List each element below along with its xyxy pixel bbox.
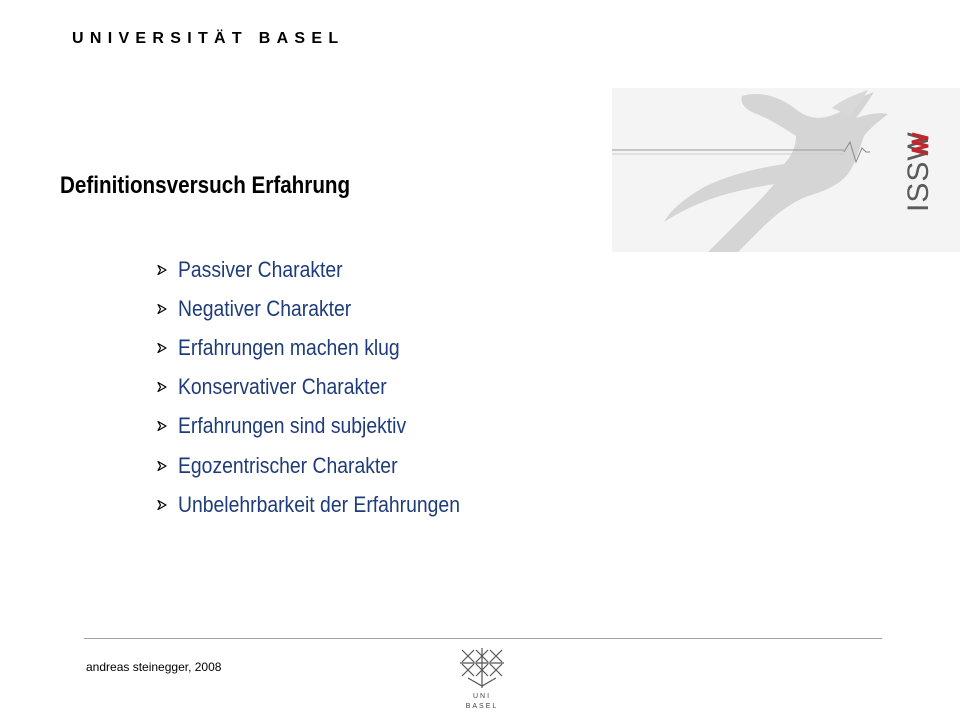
bullet-item	[156, 485, 498, 524]
bullet-item	[156, 446, 498, 485]
arrow-bullet-icon	[156, 342, 168, 354]
bullet-item	[156, 368, 498, 407]
bullet-text: Erfahrungen machen klug	[178, 334, 400, 360]
bullet-text: Passiver Charakter	[178, 256, 343, 282]
university-title: UNIVERSITÄT BASEL	[72, 30, 345, 47]
issw-logo	[612, 88, 960, 252]
uni-basel-emblem-icon	[458, 646, 506, 712]
slide-heading: Definitionsversuch Erfahrung	[60, 172, 351, 199]
bullet-item	[156, 407, 498, 446]
footer-divider	[84, 638, 882, 639]
runner-silhouette-logo	[612, 88, 960, 252]
arrow-bullet-icon	[156, 499, 168, 511]
arrow-bullet-icon	[156, 381, 168, 393]
bullet-text: Egozentrischer Charakter	[178, 452, 398, 478]
bullet-text: Unbelehrbarkeit der Erfahrungen	[178, 491, 460, 517]
bullet-item	[156, 250, 498, 289]
bullet-list	[156, 250, 498, 524]
bullet-item	[156, 328, 498, 367]
footer-author: andreas steinegger, 2008	[86, 660, 222, 674]
arrow-bullet-icon	[156, 420, 168, 432]
logo-text: ISSW	[902, 131, 935, 212]
arrow-bullet-icon	[156, 460, 168, 472]
bullet-text: Erfahrungen sind subjektiv	[178, 413, 407, 439]
uni-basel-emblem	[458, 646, 506, 712]
bullet-text: Konservativer Charakter	[178, 374, 387, 400]
bullet-item	[156, 289, 498, 328]
arrow-bullet-icon	[156, 303, 168, 315]
bullet-text: Negativer Charakter	[178, 295, 352, 321]
svg-text:UNI: UNI	[472, 693, 492, 700]
svg-text:BASEL: BASEL	[465, 703, 499, 710]
arrow-bullet-icon	[156, 264, 168, 276]
